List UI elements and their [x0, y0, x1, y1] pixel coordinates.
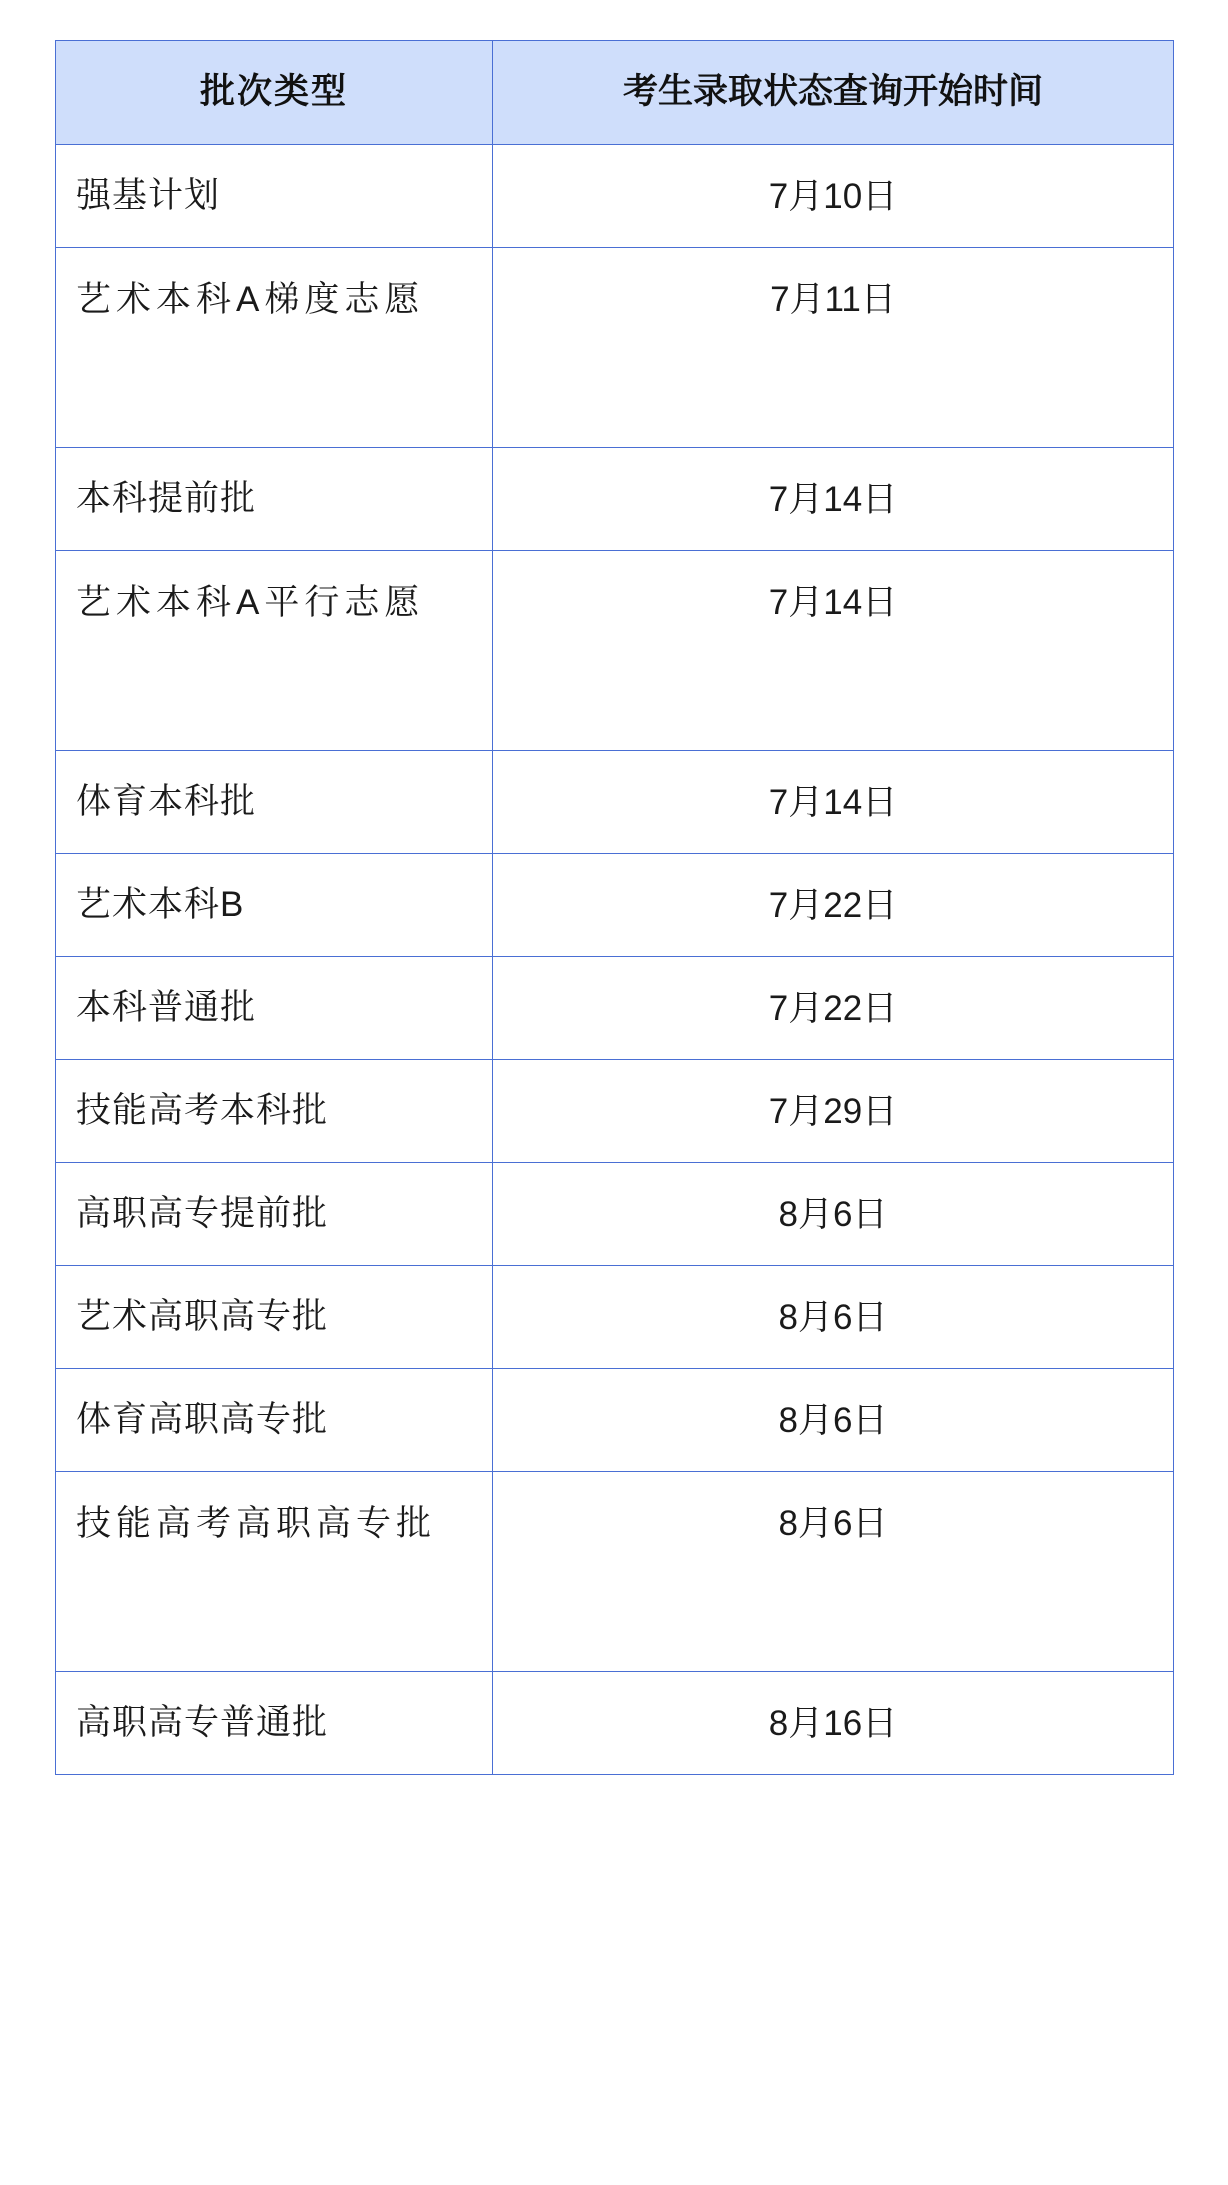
cell-start-time: 8月16日 [493, 1671, 1174, 1774]
cell-batch-type: 技能高考高职高专批 [56, 1471, 493, 1671]
cell-start-time: 8月6日 [493, 1471, 1174, 1671]
table-row [56, 1671, 1174, 1774]
cell-batch-type: 艺术高职高专批 [56, 1265, 493, 1368]
cell-start-time: 7月14日 [493, 447, 1174, 550]
column-header-batch-type: 批次类型 [56, 41, 493, 145]
table-row [56, 956, 1174, 1059]
table-row [56, 144, 1174, 247]
table-row [56, 1265, 1174, 1368]
table-row [56, 1368, 1174, 1471]
cell-batch-type: 体育本科批 [56, 750, 493, 853]
cell-batch-type: 高职高专普通批 [56, 1671, 493, 1774]
cell-start-time: 7月22日 [493, 853, 1174, 956]
table-row [56, 447, 1174, 550]
cell-start-time: 7月14日 [493, 750, 1174, 853]
table-row [56, 1162, 1174, 1265]
table-header-row [56, 41, 1174, 145]
table-header [56, 41, 1174, 145]
cell-batch-type: 强基计划 [56, 144, 493, 247]
table-row [56, 1471, 1174, 1671]
cell-batch-type: 本科提前批 [56, 447, 493, 550]
cell-start-time: 8月6日 [493, 1368, 1174, 1471]
cell-batch-type: 本科普通批 [56, 956, 493, 1059]
cell-batch-type: 艺术本科A平行志愿 [56, 550, 493, 750]
cell-batch-type: 艺术本科A梯度志愿 [56, 247, 493, 447]
table-row [56, 1059, 1174, 1162]
cell-start-time: 7月14日 [493, 550, 1174, 750]
table-row [56, 750, 1174, 853]
cell-start-time: 8月6日 [493, 1162, 1174, 1265]
cell-start-time: 7月29日 [493, 1059, 1174, 1162]
table-body [56, 144, 1174, 1774]
cell-start-time: 7月22日 [493, 956, 1174, 1059]
cell-batch-type: 体育高职高专批 [56, 1368, 493, 1471]
table-row [56, 853, 1174, 956]
cell-start-time: 7月11日 [493, 247, 1174, 447]
cell-batch-type: 高职高专提前批 [56, 1162, 493, 1265]
cell-start-time: 8月6日 [493, 1265, 1174, 1368]
cell-start-time: 7月10日 [493, 144, 1174, 247]
cell-batch-type: 艺术本科B [56, 853, 493, 956]
cell-batch-type: 技能高考本科批 [56, 1059, 493, 1162]
table-row [56, 247, 1174, 447]
table-row [56, 550, 1174, 750]
admission-status-schedule-table [55, 40, 1174, 1775]
column-header-start-time: 考生录取状态查询开始时间 [493, 41, 1174, 145]
